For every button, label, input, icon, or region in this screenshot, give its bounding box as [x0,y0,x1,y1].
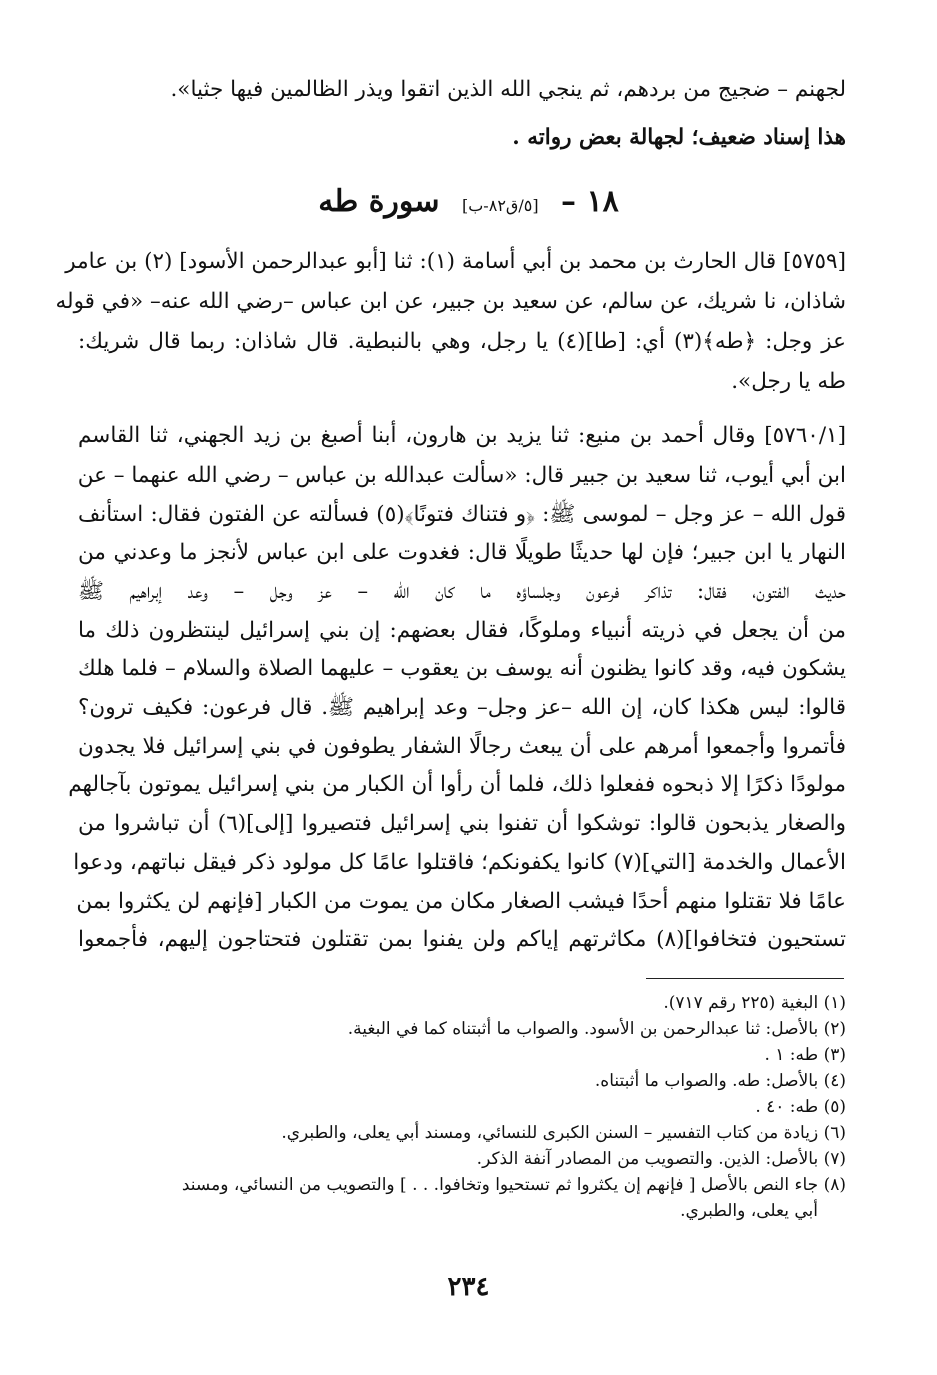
hadith-line: النهار يا ابن جبير؛ فإن لها حديثًا طويلًا قال: فغدوت على ابن عباس لأنجز ما وعدني من [78,540,846,565]
footnote: (٢) بالأصل: ثنا عبدالرحمن بن الأسود. والصواب ما أثبتناه كما في البغية. [347,1019,846,1039]
hadith-line: طه يا رجل». [731,369,846,394]
footnote-continuation: أبي يعلى، والطبري. [680,1201,818,1221]
hadith-line: والصغار يذبحون قالوا: توشكوا أن تفنوا بني إسرائيل فتصيروا [إلى](٦) أن تباشروا من [78,811,847,836]
surah-number: ١٨ – [561,184,619,219]
page-number: ٢٣٤ [447,1272,490,1302]
text-line: لجهنم – ضجيج من بردهم، ثم ينجي الله الذين اتقوا ويذر الظالمين فيها جثيا». [170,77,846,102]
footnote: (١) البغية (٢٢٥ رقم ٧١٧). [663,993,846,1013]
surah-heading [0,180,937,228]
hadith-line: شاذان، نا شريك، عن سالم، عن سعيد بن جبير، عن ابن عباس –رضي الله عنه– «في قوله [55,289,846,314]
hadith-line: قالوا: ليس هكذا كان، إن الله –عز وجل– وعد إبراهيم ﷺ. قال فرعون: فكيف ترون؟ [78,695,846,720]
hadith-line: مولودًا ذكرًا إلا ذبحوه ففعلوا ذلك، فلما أن رأوا أن الكبار من بني إسرائيل يموتون بآجالهم [68,772,846,797]
hadith-line: يشكون فيه، وقد كانوا يظنون أنه يوسف بن يعقوب – عليهما الصلاة والسلام – فلما هلك [78,656,846,681]
hadith-line: ابن أبي أيوب، ثنا سعيد بن جبير قال: «سألت عبدالله بن عباس – رضي الله عنهما – عن [77,463,846,488]
hadith-line: قول الله – عز وجل – لموسى ﷺ: ﴿و فتناك فتونًا﴾(٥) فسألته عن الفتون فقال: استأنف [78,502,846,527]
hadith-line: [٥٧٥٩] قال الحارث بن محمد بن أبي أسامة (١): ثنا [أبو عبدالرحمن الأسود] (٢) بن عامر [65,249,846,274]
hadith-line: فأتمروا وأجمعوا أمرهم على أن يبعث رجالًا الشفار يطوفون في بني إسرائيل فلا يجدون [78,734,846,759]
isnad-note: هذا إسناد ضعيف؛ لجهالة بعض رواته . [512,125,846,150]
footnote: (٥) طه: ٤٠ . [755,1097,846,1117]
hadith-line: حديث الفتون، فقال: تذاكر فرعون وجلساؤه ما كان الله – عز وجل – وعد إبراهيم ﷺ [78,579,846,604]
hadith-line: الأعمال والخدمة [التي](٧) كانوا يكفونكم؛ فاقتلوا عامًا كل مولود ذكر فيقل نباتهم، ودعوا [73,850,846,875]
footnote: (٧) بالأصل: الذين. والتصويب من المصادر آنفة الذكر. [476,1149,846,1169]
surah-title: سورة طه [318,184,440,219]
hadith-line: عز وجل: ﴿طه﴾(٣) أي: [طا](٤) يا رجل، وهي بالنبطية. قال شاذان: ربما قال شريك: [78,329,846,354]
hadith-line: من أن يجعل في ذريته أنبياء وملوكًا، فقال بعضهم: إن بني إسرائيل لينتظرون ذلك ما [78,618,846,643]
manuscript-reference: [٥/ق٨٢-ب] [462,196,539,215]
footnote: (٤) بالأصل: طه. والصواب ما أثبتناه. [594,1071,846,1091]
hadith-line: تستحيون فتخافوا](٨) مكاثرتهم إياكم ولن يفنوا بمن تقتلون فتحتاجون إليهم، فأجمعوا [78,927,846,952]
footnote: (٦) زيادة من كتاب التفسير – السنن الكبرى للنسائي، ومسند أبي يعلى، والطبري. [281,1123,846,1143]
footnote-separator [646,978,844,979]
footnote: (٨) جاء النص بالأصل [ فإنهم إن يكثروا ثم تستحيوا وتخافوا. . . ] والتصويب من النسائي، ومسند [181,1175,846,1195]
hadith-line: عامًا فلا تقتلوا منهم أحدًا فيشب الصغار مكان من يموت من الكبار [فإنهم لن يكثروا بمن [76,889,846,914]
footnote: (٣) طه: ١ . [764,1045,846,1065]
hadith-line: [٥٧٦٠/١] وقال أحمد بن منيع: ثنا يزيد بن هارون، أبنا أصبغ بن زيد الجهني، ثنا القاسم [78,423,846,448]
